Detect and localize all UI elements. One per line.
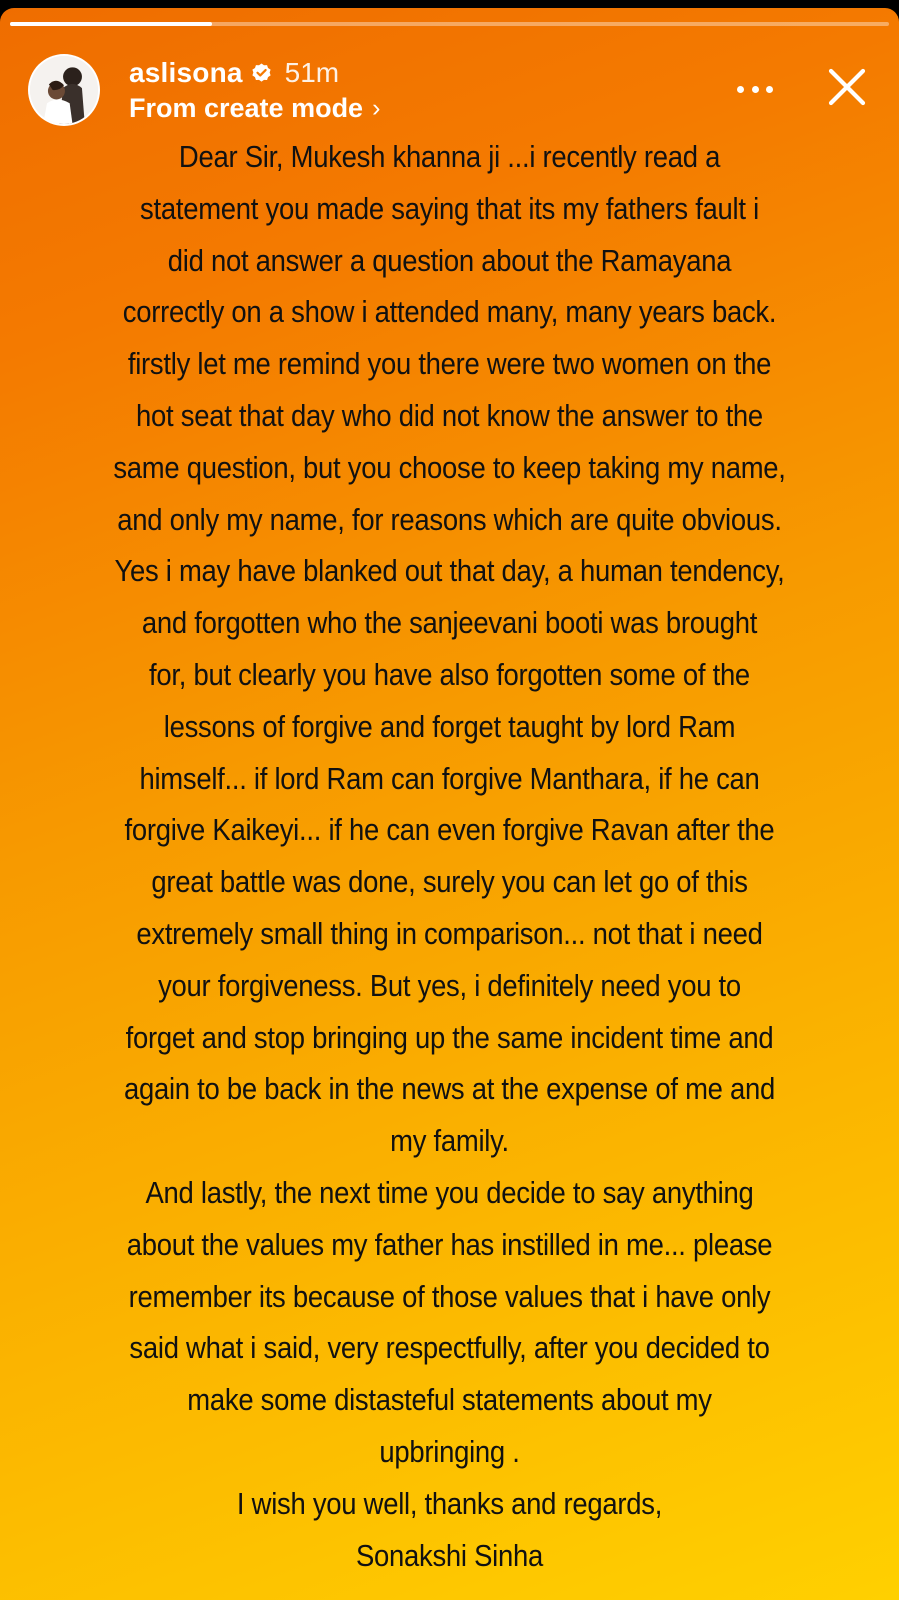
- story-text-line: my family.: [390, 1124, 509, 1159]
- verified-badge-icon: [250, 62, 273, 85]
- story-text-line: for, but clearly you have also forgotten some of the: [149, 657, 750, 692]
- story-time: 51m: [284, 57, 340, 88]
- story-text-line: I wish you well, thanks and regards,: [236, 1486, 663, 1521]
- user-row: [129, 54, 380, 92]
- story-text-line: remember its because of those values that i have only: [128, 1279, 771, 1314]
- story-text-line: lessons of forgive and forget taught by lord Ram: [163, 709, 736, 744]
- chevron-right-icon[interactable]: ›: [372, 93, 381, 122]
- avatar[interactable]: [28, 54, 100, 126]
- story-text-line: again to be back in the news at the expense of me and: [123, 1072, 776, 1107]
- more-options-icon[interactable]: [737, 84, 773, 94]
- story-text-line: Dear Sir, Mukesh khanna ji ...i recently read a: [178, 140, 721, 174]
- story-user-block: [129, 54, 380, 124]
- dot-icon: [752, 86, 759, 93]
- avatar-image: [30, 56, 98, 124]
- dot-icon: [766, 86, 773, 93]
- story-text-line: Sonakshi Sinha: [355, 1538, 543, 1573]
- story-text-line: said what i said, very respectfully, after you decided to: [129, 1331, 770, 1366]
- story-header: [28, 46, 871, 122]
- story-text-line: make some distasteful statements about my: [187, 1383, 712, 1418]
- story-text-line: great battle was done, surely you can let go of this: [151, 865, 748, 900]
- story-text-line: did not answer a question about the Ramayana: [167, 243, 732, 278]
- story-text-line: your forgiveness. But yes, i definitely need you to: [158, 968, 741, 1003]
- story-text-line: himself... if lord Ram can forgive Manthara, if he can: [139, 761, 760, 796]
- story-subtitle[interactable]: From create mode: [129, 92, 364, 123]
- story-text-line: statement you made saying that its my fathers fault i: [140, 191, 759, 226]
- story-text-line: correctly on a show i attended many, many years back.: [122, 295, 777, 330]
- story-text-line: and forgotten who the sanjeevani booti was brought: [141, 606, 758, 641]
- story-text-line: forgive Kaikeyi... if he can even forgive Ravan after the: [124, 813, 775, 848]
- story-text-line: same question, but you choose to keep taking my name,: [113, 450, 786, 485]
- story-text-line: upbringing .: [379, 1434, 520, 1469]
- story-message-text: [81, 132, 818, 1582]
- story-text-line: firstly let me remind you there were two women on the: [127, 347, 772, 382]
- story-text-line: Yes i may have blanked out that day, a human tendency,: [114, 554, 785, 589]
- close-icon[interactable]: [823, 63, 871, 111]
- story-text-line: forget and stop bringing up the same incident time and: [125, 1020, 774, 1055]
- story-text-line: about the values my father has instilled in me... please: [126, 1227, 773, 1262]
- story-text-line: hot seat that day who did not know the answer to the: [136, 398, 763, 433]
- story-progress-fill: [10, 22, 212, 26]
- story-viewer[interactable]: [0, 8, 899, 1600]
- story-progress-bar: [10, 22, 889, 26]
- dot-icon: [737, 86, 744, 93]
- story-text-line: And lastly, the next time you decide to say anything: [145, 1175, 754, 1210]
- subtitle-row[interactable]: [129, 92, 380, 124]
- story-text-line: extremely small thing in comparison... not that i need: [136, 916, 763, 951]
- story-text-line: and only my name, for reasons which are quite obvious.: [117, 502, 782, 537]
- username[interactable]: aslisona: [129, 57, 243, 88]
